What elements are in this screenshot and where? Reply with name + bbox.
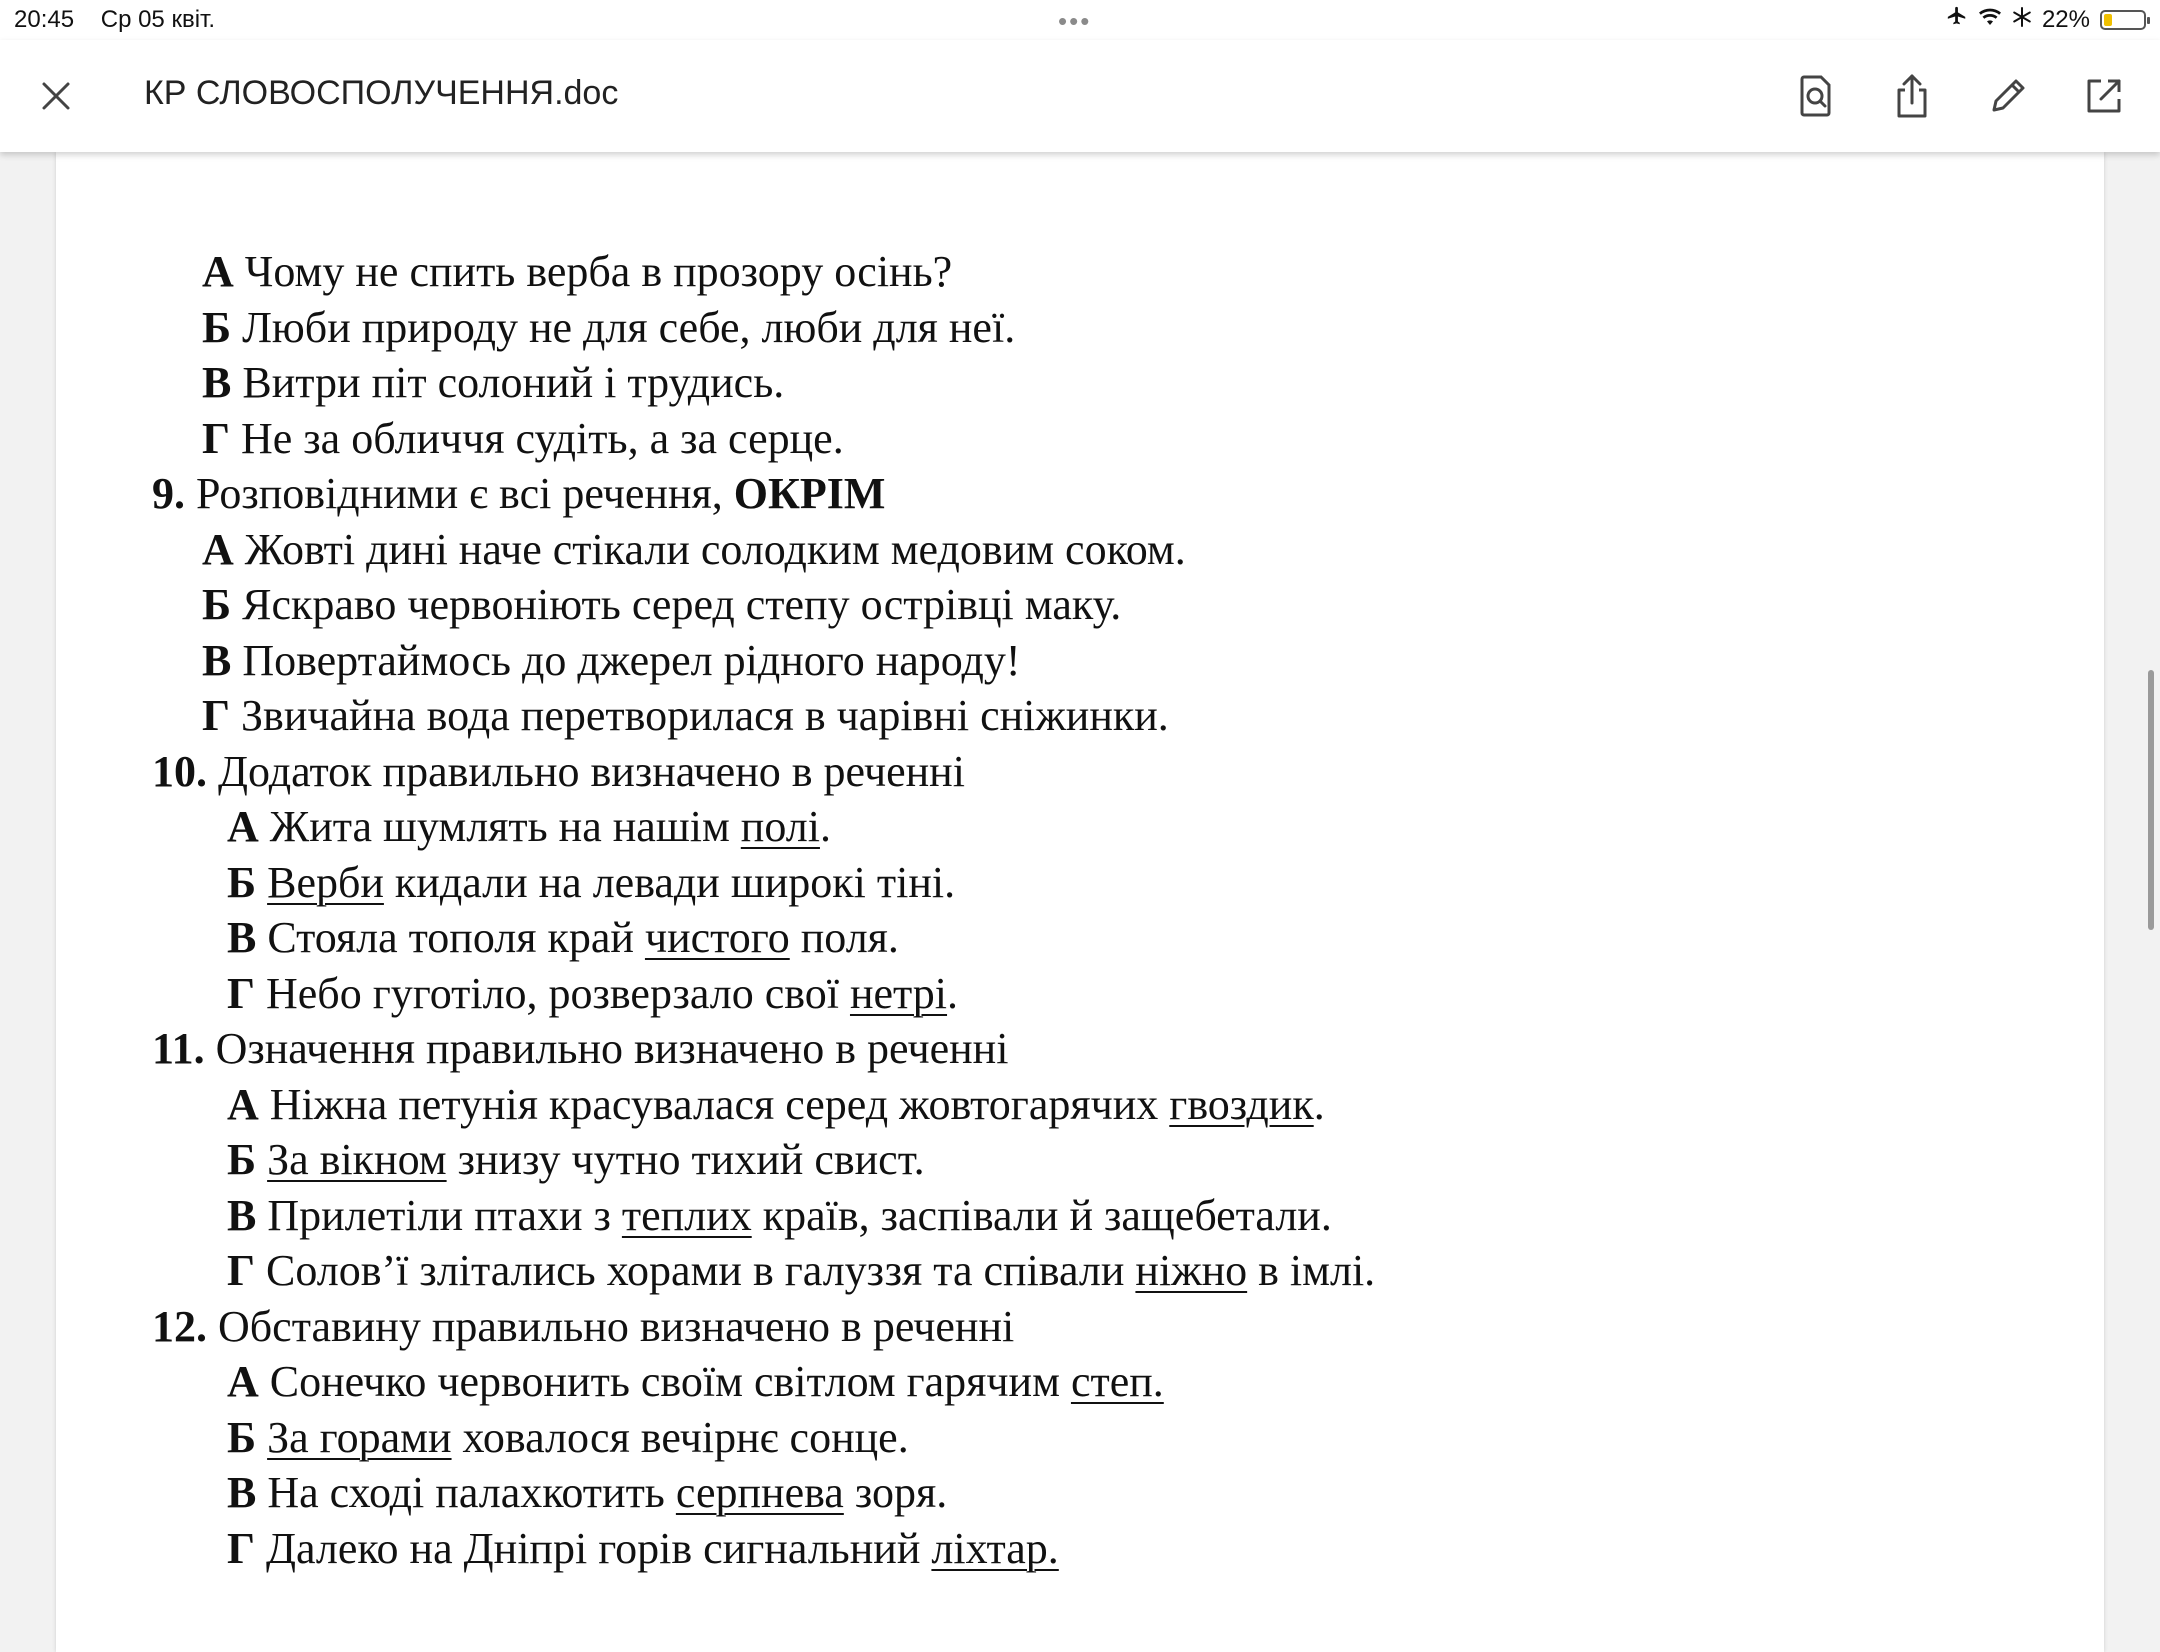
option-text-end: . [1313,1079,1325,1129]
status-left [14,6,215,34]
option-text-end: знизу чутно тихий свист. [446,1135,925,1184]
option-text: Повертаймось до джерел рідного народу! [231,635,1021,685]
option-text: Стояла тополя край [256,913,645,962]
status-right [1946,5,2146,34]
question-text: Обставину правильно визначено в реченні [207,1301,1015,1351]
close-button[interactable] [30,70,82,122]
q11-question [152,1021,1375,1077]
option-text: Жита шумлять на нашім [258,802,741,851]
battery-percent: 22% [2041,5,2090,33]
underlined-word: Верби [267,857,384,907]
q9-option-c [152,633,1375,689]
option-text-end: ховалося вечірнє сонце. [451,1412,909,1462]
document-content [152,244,1375,1576]
option-text: Далеко на Дніпрі горів сигнальний [255,1523,932,1573]
question-text: Додаток правильно визначено в реченні [207,746,965,796]
q11-option-c [152,1188,1375,1244]
option-text: Витри піт солоний і трудись. [231,358,785,407]
question-text: Означення правильно визначено в реченні [204,1024,1009,1073]
question-number: 9. [152,469,185,518]
option-letter: В [202,635,232,685]
document-toolbar [0,40,2160,152]
q12-question [152,1299,1375,1355]
option-text-end: кидали на левади широкі тіні. [383,857,956,907]
underlined-word: ліхтар. [931,1523,1059,1573]
battery-fill [2104,14,2112,26]
option-text [256,858,267,907]
find-in-document-icon [1796,74,1836,118]
q8-option-c [152,355,1375,411]
option-letter: А [227,1357,259,1406]
q9-option-b [152,577,1375,633]
underlined-word: теплих [621,1190,752,1240]
option-text-end: . [947,968,959,1018]
option-text [256,1413,267,1462]
option-letter: Г [202,691,230,740]
option-text-end: зоря. [843,1468,948,1517]
underlined-word: гвоздик [1169,1079,1314,1129]
underlined-word: чистого [644,913,790,962]
option-letter: А [227,802,259,851]
close-icon [40,80,72,112]
q10-question [152,744,1375,800]
underlined-word: За вікном [267,1135,447,1184]
q10-option-c [152,910,1375,966]
q8-option-a [152,244,1375,300]
option-text-end: . [819,802,831,851]
option-text [256,1135,267,1184]
q8-option-b [152,300,1375,356]
open-external-button[interactable] [2078,70,2130,122]
option-letter: Г [227,1523,255,1573]
q12-option-a [152,1354,1375,1410]
q12-option-d [152,1521,1375,1577]
option-letter: В [227,1190,257,1240]
option-letter: В [227,913,257,962]
q12-option-b [152,1410,1375,1466]
option-text: На сході палахкотить [256,1468,676,1517]
option-text: Солов’ї злітались хорами в галуззя та співали [255,1246,1136,1295]
underlined-word: ніжно [1135,1246,1248,1295]
option-text: Жовті дині наче стікали солодким медовим соком. [233,524,1186,574]
option-text: Прилетіли птахи з [256,1190,622,1240]
status-date: Ср 05 квіт. [100,6,216,33]
option-letter: В [227,1468,257,1517]
wifi-icon [1978,6,2002,34]
q9-option-a [152,522,1375,578]
edit-button[interactable] [1982,70,2034,122]
q11-option-b [152,1132,1375,1188]
question-number: 11. [152,1024,205,1073]
option-text: Чому не спить верба в прозору осінь? [233,247,953,296]
multitasking-dots[interactable]: ••• [1058,6,1092,36]
option-text: Звичайна вода перетворилася в чарівні сніжинки. [230,691,1169,740]
option-letter: Б [202,302,232,352]
question-emphasis: ОКРІМ [733,469,886,518]
option-letter: А [227,1079,259,1129]
option-letter: В [202,358,232,407]
option-letter: Б [202,580,232,629]
option-text: Люби природу не для себе, люби для неї. [231,302,1016,352]
q12-option-c [152,1465,1375,1521]
q11-option-a [152,1077,1375,1133]
open-in-new-icon [2084,76,2124,116]
q8-option-d [152,411,1375,467]
option-text-end: в імлі. [1247,1246,1376,1295]
status-time: 20:45 [14,6,75,33]
option-text: Небо гуготіло, розверзало свої [255,968,850,1018]
option-text: Не за обличчя судіть, а за серце. [230,413,844,463]
q10-option-a [152,799,1375,855]
status-bar [0,0,2160,40]
option-text: Яскраво червоніють серед степу острівці маку. [231,580,1122,629]
share-button[interactable] [1886,70,1938,122]
document-title: КР СЛОВОСПОЛУЧЕННЯ.doc [144,74,619,112]
q9-question [152,466,1375,522]
snowflake-icon [2012,6,2032,34]
edit-pencil-icon [1988,76,2028,116]
battery-icon [2100,10,2146,30]
airplane-mode-icon [1946,5,1968,34]
q10-option-d [152,966,1375,1022]
underlined-word: степ. [1070,1357,1164,1406]
option-text-end: країв, заспівали й защебетали. [751,1190,1332,1240]
option-letter: Г [227,968,255,1018]
underlined-word: За горами [267,1412,452,1462]
q10-option-b [152,855,1375,911]
option-letter: А [202,524,234,574]
option-text: Сонечко червонить своїм світлом гарячим [258,1357,1071,1406]
option-letter: Г [227,1246,255,1295]
underlined-word: нетрі [849,968,948,1018]
find-in-document-button[interactable] [1790,70,1842,122]
option-letter: Б [227,1135,257,1184]
document-page[interactable] [56,152,2104,1652]
q11-option-d [152,1243,1375,1299]
underlined-word: полі [740,802,820,851]
question-number: 12. [152,1301,207,1351]
option-text-end: поля. [789,913,899,962]
option-text: Ніжна петунія красувалася серед жовтогарячих [258,1079,1170,1129]
question-number: 10. [152,746,207,796]
q9-option-d [152,688,1375,744]
option-letter: Б [227,1412,257,1462]
share-icon [1892,73,1932,119]
question-text: Розповідними є всі речення, [185,469,734,518]
option-letter: Г [202,413,230,463]
underlined-word: серпнева [675,1468,844,1517]
vertical-scrollbar[interactable] [2148,670,2154,930]
option-letter: Б [227,857,257,907]
option-letter: А [202,247,234,296]
